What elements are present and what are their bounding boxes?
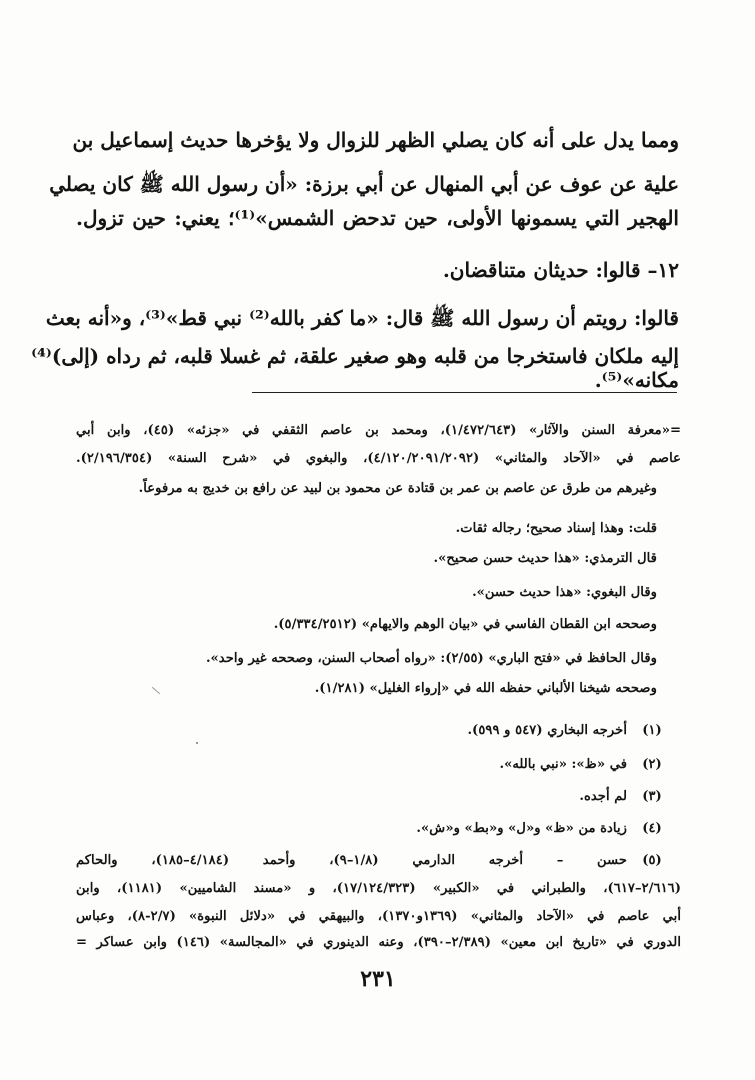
footnote-line: وقال الحافظ في «فتح الباري» (٢/٥٥): «رواه أصحاب السنن، وصححه غير واحد». xyxy=(205,651,657,666)
footnote-line: وقال البغوي: «هذا حديث حسن». xyxy=(472,585,657,600)
footnote-number: (٢) xyxy=(642,757,662,772)
footnote-line: الدوري في «تاريخ ابن معين» (٢/٣٨٩–٣٩٠)، وعنه الدينوري في «المجالسة» (١٤٦) وابن عساكر = xyxy=(76,935,681,950)
footnote-text: في «ظ»: «نبي بالله». xyxy=(499,757,627,772)
page-number: ٢٣١ xyxy=(360,966,396,992)
footnote-number: (٤) xyxy=(642,821,662,836)
footnote-number: (٥) xyxy=(642,853,662,868)
main-line: قالوا: رويتم أن رسول الله ﷺ قال: «ما كفر بالله⁽²⁾ نبي قط»⁽³⁾، و«أنه بعث xyxy=(45,306,679,330)
footnote-line: وصححه ابن القطان الفاسي في «بيان الوهم والايهام» (٥/٣٣٤/٢٥١٢). xyxy=(273,617,657,632)
main-line: إليه ملكان فاستخرجا من قلبه وهو صغير علقة، ثم غسلا قلبه، ثم رداه (إلى)⁽⁴⁾ xyxy=(31,344,679,368)
footnote-separator xyxy=(252,392,677,393)
footnote-line: =«معرفة السنن والآثار» (١/٤٧٢/٦٤٣)، ومحمد بن عاصم الثقفي في «جزئه» (٤٥)، وابن أبي xyxy=(76,423,681,438)
footnote-line: وغيرهم من طرق عن عاصم بن عمر بن قتادة عن محمود بن لبيد عن رافع بن خديج به مرفوعاً. xyxy=(138,481,657,496)
footnote-number: (٣) xyxy=(642,789,662,804)
footnote-text: أخرجه البخاري (٥٤٧ و ٥٩٩). xyxy=(467,723,627,738)
footnote-line: قلت: وهذا إسناد صحيح؛ رجاله ثقات. xyxy=(455,521,657,536)
scan-speck xyxy=(196,742,198,744)
footnote-line: أبي عاصم في «الآحاد والمثاني» (١٣٦٩و١٣٧٠)، والبيهقي في «دلائل النبوة» (٢/٧-٨)، وعباس xyxy=(76,909,682,924)
footnote-text: زيادة من «ظ» و«ل» و«بط» و«ش». xyxy=(416,821,627,836)
main-line: ومما يدل على أنه كان يصلي الظهر للزوال ولا يؤخرها حديث إسماعيل بن xyxy=(72,128,679,152)
footnote-number: (١) xyxy=(642,723,662,738)
scan-speck xyxy=(152,687,160,694)
footnote-line: قال الترمذي: «هذا حديث حسن صحيح». xyxy=(433,551,657,566)
footnote-line: (٢/٦١٦–٦١٧)، والطبراني في «الكبير» (١٧/١٢٤/٣٢٣)، و «مسند الشاميين» (١١٨١)، وابن xyxy=(76,881,681,896)
footnote-line: عاصم في «الآحاد والمثاني» (٤/١٢٠/٢٠٩١/٢٠٩٢)، والبغوي في «شرح السنة» (٢/١٩٦/٣٥٤). xyxy=(76,451,681,466)
footnote-text: لم أجده. xyxy=(579,789,627,804)
section-heading: ١٢– قالوا: حديثان متناقضان. xyxy=(442,258,679,282)
main-line: مكانه»⁽⁵⁾. xyxy=(594,368,679,392)
footnote-text: حسن – أخرجه الدارمي (١/٨–٩)، وأحمد (٤/١٨٤–١٨٥)، والحاكم xyxy=(76,853,627,868)
main-line: الهجير التي يسمونها الأولى، حين تدحض الشمس»⁽¹⁾؛ يعني: حين تزول. xyxy=(76,206,679,230)
footnote-line: وصححه شيخنا الألباني حفظه الله في «إرواء الغليل» (١/٢٨١). xyxy=(314,681,657,696)
main-line: علية عن عوف عن أبي المنهال عن أبي برزة: «أن رسول الله ﷺ كان يصلي xyxy=(49,172,679,196)
